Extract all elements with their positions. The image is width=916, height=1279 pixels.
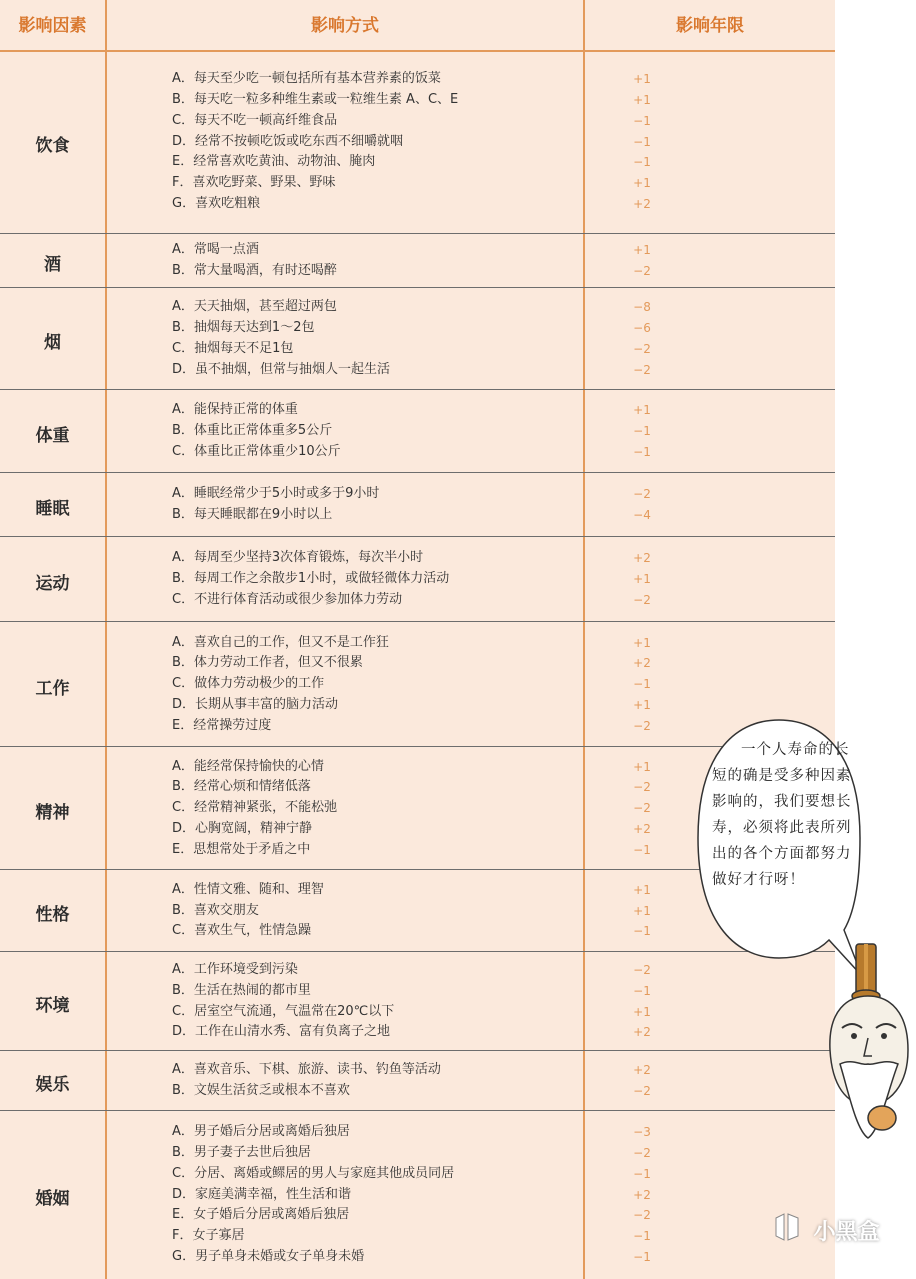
option-value: −2 [633,1084,651,1098]
option-value: −2 [633,487,651,502]
option-text: D．心胸宽阔，精神宁静 [172,820,313,836]
option-text: G．男子单身未婚或女子单身未婚 [172,1249,365,1264]
option-value: +1 [633,1004,651,1019]
table-header [0,0,835,52]
factor-label: 酒 [44,255,61,275]
option-value: −2 [633,592,651,607]
speech-bubble-text: 一个人寿命的长短的确是受多种因素影响的，我们要想长寿，必须将此表所列出的各个方面都努力做好才行呀！ [712,742,852,888]
factor-label: 体重 [35,425,70,446]
option-text: B．常大量喝酒，有时还喝醉 [172,263,337,278]
xiaoheihe-logo-icon [772,1212,802,1248]
option-value: −3 [633,1125,651,1140]
option-text: B．每天睡眠都在9小时以上 [172,507,333,522]
option-value: −2 [633,718,651,733]
watermark [772,1212,912,1252]
option-text: B．体重比正常体重多5公斤 [172,423,333,439]
option-value: −2 [633,1146,651,1160]
option-value: +1 [633,176,651,191]
option-value: +1 [633,403,651,418]
option-text: G．喜欢吃粗粮 [172,196,261,211]
option-text: A．喜欢自己的工作，但又不是工作狂 [172,634,389,650]
factor-group [0,473,835,537]
header-factor: 影响因素 [18,16,87,36]
factor-label: 娱乐 [35,1075,70,1095]
option-text: B．生活在热闹的都市里 [172,982,311,998]
option-text: A．男子婚后分居或离婚后独居 [172,1124,350,1140]
option-value: +2 [633,1025,651,1040]
option-value: −1 [633,1166,651,1181]
option-value: +2 [633,1063,651,1078]
option-value: +2 [633,656,651,671]
option-text: C．分居、离婚或鳏居的男人与家庭其他成员同居 [172,1165,455,1181]
option-text: D．长期从事丰富的脑力活动 [172,696,339,712]
option-value: −1 [633,1250,651,1264]
option-text: B．经常心烦和情绪低落 [172,779,311,795]
option-text: D．经常不按顿吃饭或吃东西不细嚼就咽 [172,133,404,149]
option-text: B．喜欢交朋友 [172,902,259,918]
option-text: B．男子妻子去世后独居 [172,1145,311,1160]
option-text: F．女子寡居 [172,1228,245,1244]
option-text: D．家庭美满幸福，性生活和谐 [172,1186,352,1202]
option-value: −2 [633,801,651,816]
option-value: −1 [633,113,651,128]
option-text: E．女子婚后分居或离婚后独居 [172,1207,350,1223]
option-text: C．经常精神紧张，不能松弛 [172,800,338,816]
option-value: +2 [633,551,651,566]
factor-label: 烟 [44,333,61,353]
option-value: −1 [633,1229,651,1244]
old-man-illustration [818,940,916,1140]
factor-group [0,234,835,288]
header-years: 影响年限 [676,16,744,36]
factor-label: 饮食 [35,136,70,156]
option-text: A．常喝一点酒 [172,242,259,258]
option-value: −1 [633,983,651,998]
option-text: C．抽烟每天不足1包 [172,341,294,356]
option-text: A．性情文雅、随和、理智 [172,881,324,897]
option-value: −2 [633,264,651,278]
option-text: B．抽烟每天达到1～2包 [172,320,315,336]
option-text: E．思想常处于矛盾之中 [172,841,311,857]
option-text: A．工作环境受到污染 [172,961,298,977]
factor-group [0,50,835,234]
option-value: −1 [633,134,651,149]
factor-label: 环境 [35,995,70,1016]
option-value: +1 [633,635,651,650]
option-text: C．每天不吃一顿高纤维食品 [172,112,338,128]
option-text: A．能经常保持愉快的心情 [172,758,324,774]
option-value: +1 [633,72,651,87]
option-text: B．每周工作之余散步1小时，或做轻微体力活动 [172,571,450,587]
option-value: −8 [633,300,651,315]
factor-label: 婚姻 [35,1189,70,1209]
option-text: A．每周至少坚持3次体育锻炼，每次半小时 [172,550,424,566]
option-text: C．做体力劳动极少的工作 [172,676,325,692]
option-text: C．喜欢生气，性情急躁 [172,923,312,939]
option-text: B．每天吃一粒多种维生素或一粒维生素 A、C、E [172,92,459,107]
factor-label: 运动 [35,573,70,594]
factor-group [0,1111,835,1279]
factor-group [0,390,835,473]
option-text: E．经常操劳过度 [172,717,272,733]
factor-label: 睡眠 [35,499,70,519]
option-text: B．文娱生活贫乏或根本不喜欢 [172,1083,350,1098]
option-value: +1 [633,243,651,258]
option-text: A．喜欢音乐、下棋、旅游、读书、钓鱼等活动 [172,1062,441,1078]
option-value: −1 [633,677,651,692]
option-text: A．能保持正常的体重 [172,402,298,418]
option-text: A．每天至少吃一顿包括所有基本营养素的饭菜 [172,71,441,87]
factor-group [0,1051,835,1111]
option-text: D．虽不抽烟，但常与抽烟人一起生活 [172,361,391,377]
option-value: +1 [633,93,651,107]
option-value: +2 [633,821,651,836]
option-value: −2 [633,362,651,377]
option-value: +2 [633,197,651,211]
option-text: E．经常喜欢吃黄油、动物油、腌肉 [172,154,376,170]
option-value: −1 [633,424,651,439]
option-text: C．不进行体育活动或很少参加体力劳动 [172,591,403,607]
factor-label: 精神 [35,802,70,823]
option-value: −2 [633,342,651,356]
option-value: −1 [633,444,651,459]
factor-label: 工作 [35,678,70,699]
option-value: −2 [633,1208,651,1223]
header-method: 影响方式 [311,16,379,36]
option-value: +1 [633,759,651,774]
option-value: −2 [633,962,651,977]
option-value: +1 [633,903,651,918]
option-text: A．天天抽烟，甚至超过两包 [172,299,337,315]
option-value: +2 [633,1187,651,1202]
option-value: −6 [633,321,651,336]
option-value: +1 [633,697,651,712]
option-text: A．睡眠经常少于5小时或多于9小时 [172,486,380,502]
option-text: C．居室空气流通，气温常在20℃以下 [172,1003,395,1019]
option-text: D．工作在山清水秀、富有负离子之地 [172,1024,391,1040]
factor-label: 性格 [35,905,70,925]
option-value: −1 [633,924,651,939]
option-value: +1 [633,572,651,587]
factor-group [0,537,835,622]
option-value: −1 [633,842,651,857]
option-value: −4 [633,508,651,522]
watermark-text: 小黑盒 [813,1219,880,1245]
option-value: −2 [633,780,651,795]
factor-group [0,288,835,390]
option-value: +1 [633,882,651,897]
option-text: C．体重比正常体重少10公斤 [172,443,341,459]
option-text: F．喜欢吃野菜、野果、野味 [172,175,336,191]
option-text: B．体力劳动工作者，但又不很累 [172,655,363,671]
option-value: −1 [633,155,651,170]
